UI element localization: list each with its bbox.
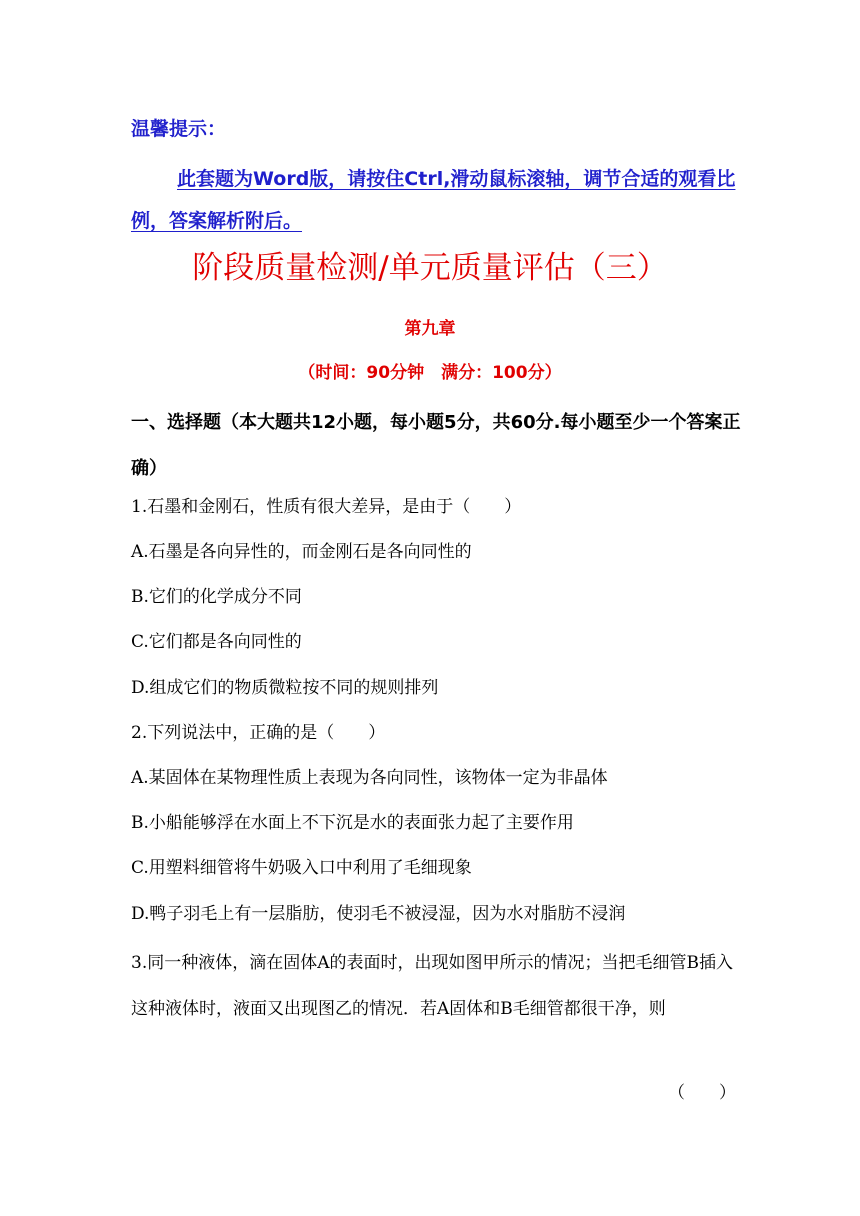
page-title: 阶段质量检测/单元质量评估（三） [192,250,668,286]
tip-title: 温馨提示： [131,118,227,140]
question-1-stem: 1.石墨和金刚石，性质有很大差异，是由于（ ） [131,497,522,517]
answer-paren: （ ） [668,1083,736,1103]
question-1-option-d: D.组成它们的物质微粒按不同的规则排列 [131,678,439,698]
question-1-option-b: B.它们的化学成分不同 [131,587,302,607]
question-1-option-a: A.石墨是各向异性的，而金刚石是各向同性的 [131,542,472,562]
question-1-option-c: C.它们都是各向同性的 [131,632,302,652]
question-2-stem: 2.下列说法中，正确的是（ ） [131,723,386,743]
chapter-label: 第九章 [404,319,456,339]
question-2-option-c: C.用塑料细管将牛奶吸入口中利用了毛细现象 [131,858,472,878]
section-heading: 一、选择题（本大题共12小题，每小题5分，共60分.每小题至少一个答案正确） [131,412,741,479]
tip-body [131,158,741,242]
question-2-option-d: D.鸭子羽毛上有一层脂肪，使羽毛不被浸湿，因为水对脂肪不浸润 [131,904,626,924]
question-3-stem: 3.同一种液体，滴在固体A的表面时，出现如图甲所示的情况；当把毛细管B插入这种液体时，液面又出现图乙的情况．若A固体和B毛细管都很干净，则 [131,953,733,1019]
tip-text: 此套题为Word版，请按住Ctrl,滑动鼠标滚轴，调节合适的观看比例，答案解析附后。 [131,168,736,232]
question-2-option-a: A.某固体在某物理性质上表现为各向同性，该物体一定为非晶体 [131,768,608,788]
question-2-option-b: B.小船能够浮在水面上不下沉是水的表面张力起了主要作用 [131,813,574,833]
time-score-info: （时间：90分钟 满分：100分） [298,363,562,383]
